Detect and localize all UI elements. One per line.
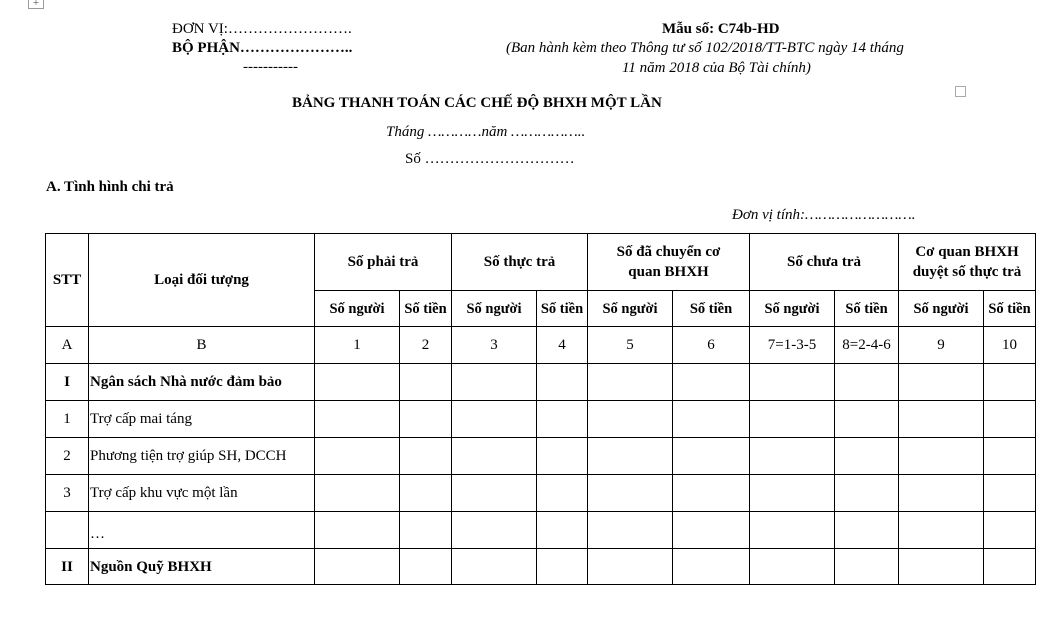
sub-header-money: Số tiền <box>400 291 452 327</box>
table-row <box>46 401 1036 438</box>
index-row <box>46 327 1036 364</box>
section-heading: A. Tình hình chi trả <box>46 179 174 195</box>
data-cell[interactable] <box>899 364 984 401</box>
data-cell[interactable] <box>984 364 1036 401</box>
data-cell[interactable] <box>588 475 673 512</box>
form-number: Mẫu số: C74b-HD <box>662 21 780 37</box>
data-cell[interactable] <box>452 512 537 549</box>
data-cell[interactable] <box>400 364 452 401</box>
sub-header-money: Số tiền <box>537 291 588 327</box>
data-cell[interactable] <box>673 475 750 512</box>
group-header-payable: Số phải trả <box>315 234 452 291</box>
sub-header-people: Số người <box>750 291 835 327</box>
data-cell[interactable] <box>984 438 1036 475</box>
data-cell[interactable] <box>750 549 835 585</box>
data-cell[interactable] <box>315 438 400 475</box>
index-cell: 3 <box>452 327 537 364</box>
index-cell: 9 <box>899 327 984 364</box>
data-cell[interactable] <box>537 475 588 512</box>
table-row <box>46 549 1036 585</box>
data-cell[interactable] <box>452 401 537 438</box>
table-row <box>46 512 1036 549</box>
document-number: Số ………………………… <box>405 151 575 167</box>
group-header-approved: Cơ quan BHXH duyệt số thực trả <box>899 234 1036 291</box>
row-label: Nguồn Quỹ BHXH <box>89 549 315 585</box>
data-cell[interactable] <box>588 549 673 585</box>
row-label: Trợ cấp khu vực một lần <box>89 475 315 512</box>
data-cell[interactable] <box>899 401 984 438</box>
data-cell[interactable] <box>835 401 899 438</box>
data-cell[interactable] <box>315 401 400 438</box>
data-cell[interactable] <box>835 364 899 401</box>
issued-note-line1: (Ban hành kèm theo Thông tư số 102/2018/TT-BTC ngày 14 tháng <box>506 40 904 56</box>
index-cell: 2 <box>400 327 452 364</box>
data-cell[interactable] <box>400 401 452 438</box>
index-cell: 1 <box>315 327 400 364</box>
row-label: Ngân sách Nhà nước đảm bảo <box>89 364 315 401</box>
data-cell[interactable] <box>673 364 750 401</box>
group-header-actual-paid: Số thực trả <box>452 234 588 291</box>
index-cell: 7=1-3-5 <box>750 327 835 364</box>
table-row <box>46 475 1036 512</box>
data-cell[interactable] <box>400 512 452 549</box>
data-cell[interactable] <box>750 364 835 401</box>
sub-header-people: Số người <box>452 291 537 327</box>
data-cell[interactable] <box>452 475 537 512</box>
data-cell[interactable] <box>673 401 750 438</box>
period-line: Tháng …………năm …………….. <box>386 124 586 140</box>
data-cell[interactable] <box>315 512 400 549</box>
col-header-type: Loại đối tượng <box>89 234 315 327</box>
data-cell[interactable] <box>537 438 588 475</box>
group-header-unpaid: Số chưa trả <box>750 234 899 291</box>
unit-of-measure: Đơn vị tính:……………………. <box>732 207 916 223</box>
header-row-groups <box>46 234 1036 291</box>
data-cell[interactable] <box>673 512 750 549</box>
index-cell: 4 <box>537 327 588 364</box>
row-stt: II <box>46 549 89 585</box>
index-cell: 10 <box>984 327 1036 364</box>
index-cell: 6 <box>673 327 750 364</box>
data-cell[interactable] <box>588 512 673 549</box>
data-cell[interactable] <box>673 549 750 585</box>
table-row <box>46 438 1036 475</box>
data-cell[interactable] <box>984 401 1036 438</box>
sub-header-people: Số người <box>588 291 673 327</box>
col-header-stt: STT <box>46 234 89 327</box>
group-header-transferred: Số đã chuyển cơ quan BHXH <box>588 234 750 291</box>
data-cell[interactable] <box>315 364 400 401</box>
data-cell[interactable] <box>899 438 984 475</box>
data-cell[interactable] <box>400 549 452 585</box>
header-separator: ----------- <box>243 59 298 75</box>
data-cell[interactable] <box>984 512 1036 549</box>
data-cell[interactable] <box>452 364 537 401</box>
data-cell[interactable] <box>673 438 750 475</box>
row-stt: 1 <box>46 401 89 438</box>
issued-note-line2: 11 năm 2018 của Bộ Tài chính) <box>622 60 811 76</box>
sub-header-money: Số tiền <box>673 291 750 327</box>
data-cell[interactable] <box>452 549 537 585</box>
data-cell[interactable] <box>588 364 673 401</box>
row-stt: 2 <box>46 438 89 475</box>
index-cell: 8=2-4-6 <box>835 327 899 364</box>
data-cell[interactable] <box>315 475 400 512</box>
department-label: BỘ PHẬN………………….. <box>172 40 353 56</box>
data-cell[interactable] <box>750 512 835 549</box>
row-label: … <box>89 512 315 549</box>
row-label: Phương tiện trợ giúp SH, DCCH <box>89 438 315 475</box>
row-stt: I <box>46 364 89 401</box>
data-cell[interactable] <box>537 512 588 549</box>
index-cell: B <box>89 327 315 364</box>
sub-header-money: Số tiền <box>835 291 899 327</box>
resize-handle-icon[interactable] <box>955 86 966 97</box>
row-stt <box>46 512 89 549</box>
data-cell[interactable] <box>588 438 673 475</box>
data-cell[interactable] <box>537 364 588 401</box>
row-stt: 3 <box>46 475 89 512</box>
payment-table <box>45 233 1036 585</box>
data-cell[interactable] <box>899 475 984 512</box>
row-label: Trợ cấp mai táng <box>89 401 315 438</box>
data-cell[interactable] <box>750 401 835 438</box>
data-cell[interactable] <box>315 549 400 585</box>
document-title: BẢNG THANH TOÁN CÁC CHẾ ĐỘ BHXH MỘT LẦN <box>292 95 662 111</box>
data-cell[interactable] <box>899 512 984 549</box>
data-cell[interactable] <box>400 438 452 475</box>
data-cell[interactable] <box>835 549 899 585</box>
data-cell[interactable] <box>452 438 537 475</box>
unit-label: ĐƠN VỊ:……………………. <box>172 21 352 37</box>
sub-header-money: Số tiền <box>984 291 1036 327</box>
data-cell[interactable] <box>400 475 452 512</box>
data-cell[interactable] <box>984 549 1036 585</box>
data-cell[interactable] <box>835 475 899 512</box>
table-row <box>46 364 1036 401</box>
data-cell[interactable] <box>750 438 835 475</box>
table-move-handle-icon[interactable]: + <box>28 0 44 9</box>
data-cell[interactable] <box>899 549 984 585</box>
data-cell[interactable] <box>984 475 1036 512</box>
data-cell[interactable] <box>537 401 588 438</box>
data-cell[interactable] <box>835 512 899 549</box>
data-cell[interactable] <box>537 549 588 585</box>
index-cell: A <box>46 327 89 364</box>
index-cell: 5 <box>588 327 673 364</box>
sub-header-people: Số người <box>899 291 984 327</box>
data-cell[interactable] <box>588 401 673 438</box>
data-cell[interactable] <box>835 438 899 475</box>
data-cell[interactable] <box>750 475 835 512</box>
sub-header-people: Số người <box>315 291 400 327</box>
